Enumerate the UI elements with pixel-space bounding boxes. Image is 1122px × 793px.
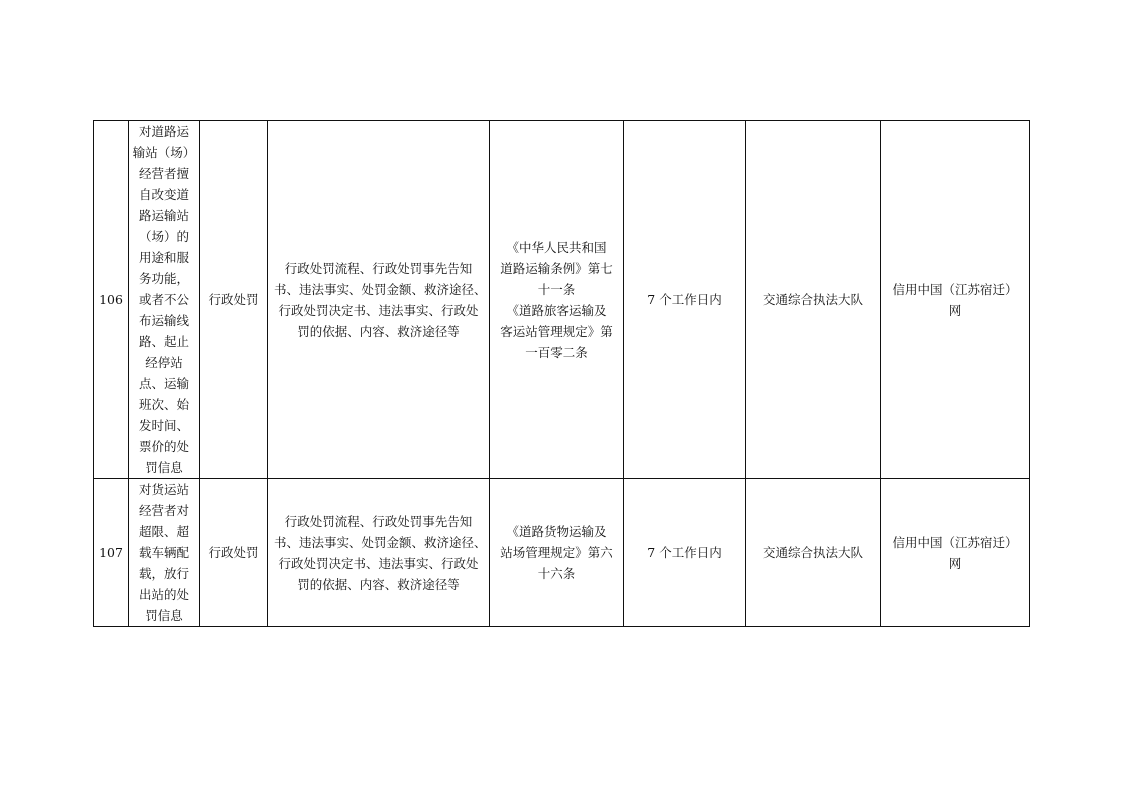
- item-line: 输站（场）: [132, 145, 196, 160]
- time-limit-cell: 7 个工作日内: [624, 479, 746, 627]
- item-cell: [129, 479, 200, 627]
- basis-cell: [490, 479, 624, 627]
- item-line: （场）的: [138, 229, 189, 244]
- basis-cell: [490, 121, 624, 479]
- item-line: 路、起止: [138, 334, 189, 349]
- item-line: 出站的处: [138, 587, 189, 602]
- item-cell: [129, 121, 200, 479]
- content-line: 书、违法事实、处罚金额、救济途径、: [274, 534, 487, 550]
- item-line: 罚信息: [145, 460, 183, 475]
- category-cell: 行政处罚: [200, 479, 268, 627]
- item-line: 对道路运: [138, 124, 189, 139]
- item-line: 班次、始: [138, 397, 189, 412]
- content-line: 罚的依据、内容、救济途径等: [297, 576, 460, 592]
- channel-line: 信用中国（江苏宿迁）: [892, 534, 1018, 550]
- content-line: 行政处罚决定书、违法事实、行政处: [278, 302, 479, 318]
- channel-cell: [881, 479, 1030, 627]
- content-cell: [268, 121, 490, 479]
- content-line: 书、违法事实、处罚金额、救济途径、: [274, 281, 487, 297]
- item-line: 自改变道: [138, 187, 189, 202]
- item-line: 务功能，: [138, 271, 189, 286]
- content-line: 行政处罚流程、行政处罚事先告知: [284, 260, 473, 276]
- item-line: 票价的处: [138, 439, 189, 454]
- disclosure-table: [93, 120, 1030, 627]
- content-line: 行政处罚决定书、违法事实、行政处: [278, 555, 479, 571]
- item-line: 载，放行: [138, 566, 189, 581]
- item-line: 布运输线: [138, 313, 189, 328]
- item-line: 载车辆配: [138, 545, 189, 560]
- time-limit-cell: 7 个工作日内: [624, 121, 746, 479]
- basis-line: 一百零二条: [525, 344, 588, 360]
- category-cell: 行政处罚: [200, 121, 268, 479]
- channel-line: 网: [948, 302, 962, 318]
- channel-cell: [881, 121, 1030, 479]
- basis-line: 客运站管理规定》第: [500, 323, 613, 339]
- item-line: 经营者擅: [138, 166, 189, 181]
- basis-line: 道路运输条例》第七: [500, 260, 613, 276]
- item-line: 罚信息: [145, 608, 183, 623]
- item-line: 或者不公: [138, 292, 189, 307]
- channel-line: 网: [948, 555, 962, 571]
- item-line: 经停站: [145, 355, 183, 370]
- table-row: [94, 479, 1030, 627]
- department-cell: 交通综合执法大队: [746, 479, 881, 627]
- item-line: 用途和服: [138, 250, 189, 265]
- item-line: 路运输站: [138, 208, 189, 223]
- item-line: 经营者对: [138, 503, 189, 518]
- basis-line: 站场管理规定》第六: [500, 545, 613, 560]
- channel-line: 信用中国（江苏宿迁）: [892, 281, 1018, 297]
- basis-line: 十一条: [537, 281, 576, 297]
- item-line: 点、运输: [138, 376, 189, 391]
- content-cell: [268, 479, 490, 627]
- content-line: 罚的依据、内容、救济途径等: [297, 323, 460, 339]
- item-line: 发时间、: [138, 418, 189, 433]
- table-row: [94, 121, 1030, 479]
- item-line: 对货运站: [138, 482, 189, 497]
- content-line: 行政处罚流程、行政处罚事先告知: [284, 513, 473, 529]
- basis-line: 《中华人民共和国: [506, 239, 607, 255]
- department-cell: 交通综合执法大队: [746, 121, 881, 479]
- basis-line: 《道路旅客运输及: [506, 302, 607, 318]
- basis-line: 十六条: [537, 566, 576, 581]
- row-number: 106: [94, 121, 129, 479]
- basis-line: 《道路货物运输及: [506, 524, 607, 539]
- row-number: 107: [94, 479, 129, 627]
- item-line: 超限、超: [138, 524, 189, 539]
